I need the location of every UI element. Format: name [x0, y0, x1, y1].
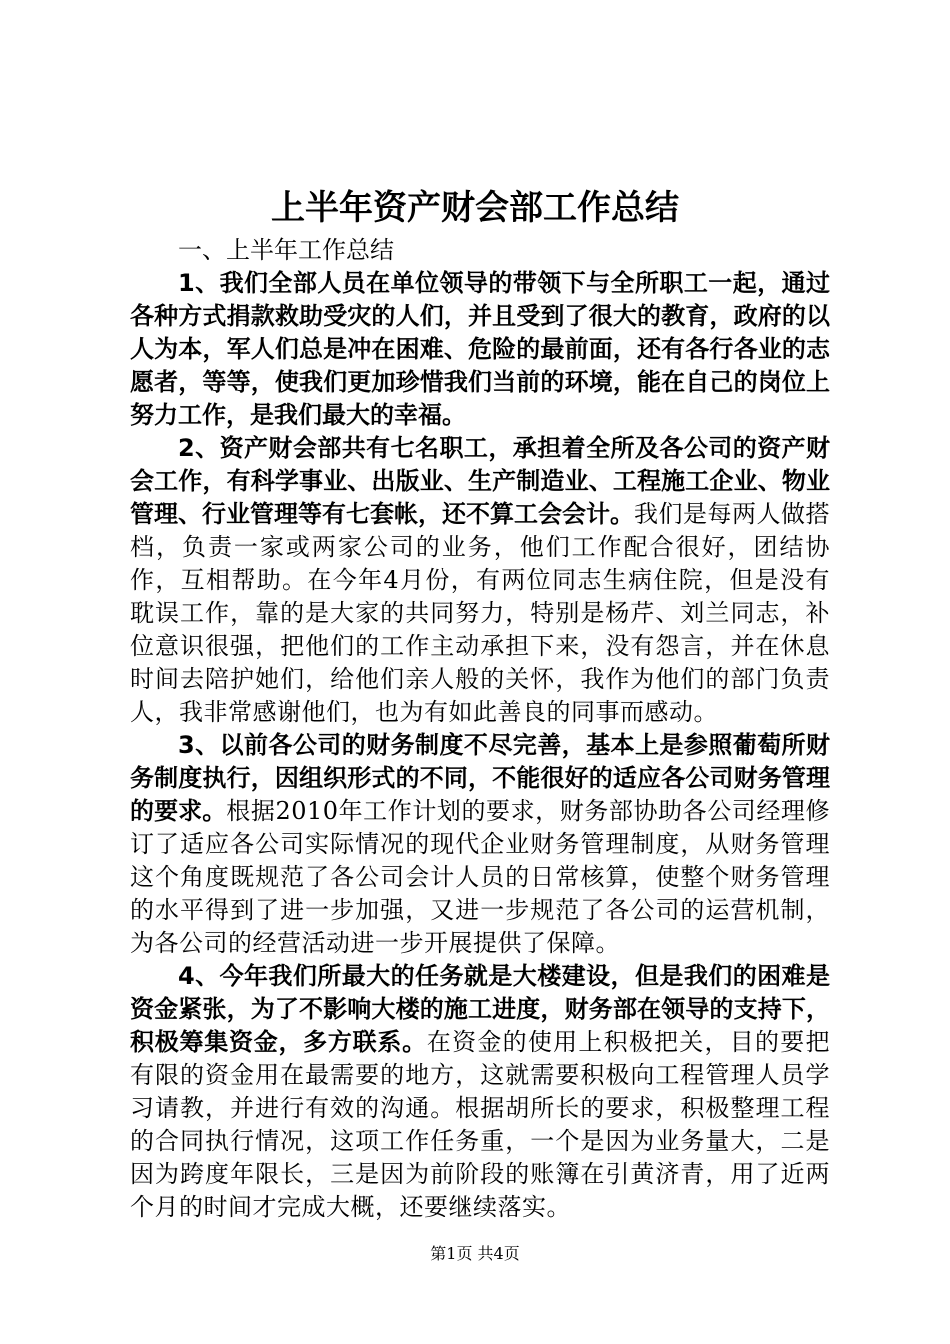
paragraph-3	[130, 729, 830, 960]
document-body	[130, 234, 830, 1224]
page-footer: 第1页 共4页	[430, 1244, 520, 1263]
paragraph-3-lead: 3、以前各公司的财务制度不尽完善，基本上是参照葡萄所财务制度执行，因组织形式的不同，不能很好的适应各公司财务管理的要求。	[130, 731, 830, 825]
paragraph-1-lead: 1、我们全部人员在单位领导的带领下与全所职工一起，通过各种方式捐款救助受灾的人们，并且受到了很大的教育，政府的以人为本，军人们总是冲在困难、危险的最前面，还有各行各业的志愿者，等等，使我们更加珍惜我们当前的环境，能在自己的岗位上努力工作，是我们最大的幸福。	[130, 269, 830, 429]
paragraph-4-body: 在资金的使用上积极把关，目的要把有限的资金用在最需要的地方，这就需要积极向工程管理人员学习请教，并进行有效的沟通。根据胡所长的要求，积极整理工程的合同执行情况，这项工作任务重，一个是因为业务量大，二是因为跨度年限长，三是因为前阶段的账簿在引黄济青，用了近两个月的时间才完成大概，还要继续落实。	[130, 1028, 831, 1221]
paragraph-2	[130, 432, 830, 729]
paragraph-1	[130, 267, 830, 432]
paragraph-2-body: 我们是每两人做搭档，负责一家或两家公司的业务，他们工作配合很好，团结协作，互相帮助。在今年4月份，有两位同志生病住院，但是没有耽误工作，靠的是大家的共同努力，特别是杨芹、刘兰同志，补位意识很强，把他们的工作主动承担下来，没有怨言，并在休息时间去陪护她们，给他们亲人般的关怀，我作为他们的部门负责人，我非常感谢他们，也为有如此善良的同事而感动。	[130, 500, 830, 726]
section-heading: 一、上半年工作总结	[178, 236, 394, 264]
paragraph-3-body: 根据2010年工作计划的要求，财务部协助各公司经理修订了适应各公司实际情况的现代企业财务管理制度，从财务管理这个角度既规范了各公司会计人员的日常核算，使整个财务管理的水平得到了进一步加强，又进一步规范了各公司的运营机制，为各公司的经营活动进一步开展提供了保障。	[130, 797, 830, 957]
document-title: 上半年资产财会部工作总结	[271, 188, 679, 228]
paragraph-2-lead: 2、资产财会部共有七名职工，承担着全所及各公司的资产财会工作，有科学事业、出版业、生产制造业、工程施工企业、物业管理、行业管理等有七套帐，还不算工会会计。	[130, 434, 830, 528]
paragraph-4-lead: 4、今年我们所最大的任务就是大楼建设，但是我们的困难是资金紧张，为了不影响大楼的施工进度，财务部在领导的支持下，积极筹集资金，多方联系。	[130, 962, 830, 1056]
paragraph-4	[130, 960, 830, 1224]
